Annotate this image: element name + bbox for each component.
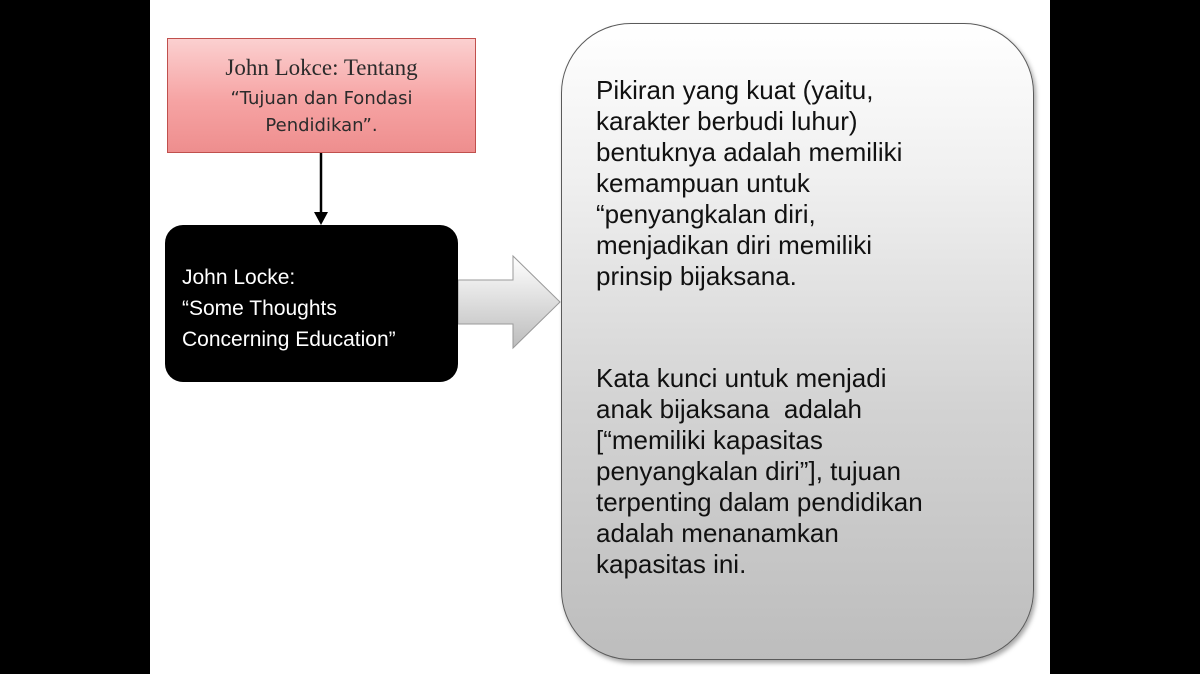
some-thoughts-text: John Locke: “Some Thoughts Concerning Education” <box>182 266 396 351</box>
locke-source-title: John Lokce: Tentang <box>225 55 418 80</box>
locke-source-box <box>167 38 476 153</box>
some-thoughts-box <box>165 225 458 382</box>
explanation-paragraph-1: Pikiran yang kuat (yaitu, karakter berbudi luhur) bentuknya adalah memiliki kemampuan untuk “penyangkalan diri, menjadikan diri memiliki prinsip bijaksana. <box>596 75 903 291</box>
explanation-box <box>561 23 1034 660</box>
locke-source-subtitle: “Tujuan dan Fondasi Pendidikan”. <box>230 88 413 136</box>
explanation-paragraph-2: Kata kunci untuk menjadi anak bijaksana adalah [“memiliki kapasitas penyangkalan diri”], tujuan terpenting dalam pendidikan adalah menanamkan kapasitas ini. <box>596 363 923 579</box>
